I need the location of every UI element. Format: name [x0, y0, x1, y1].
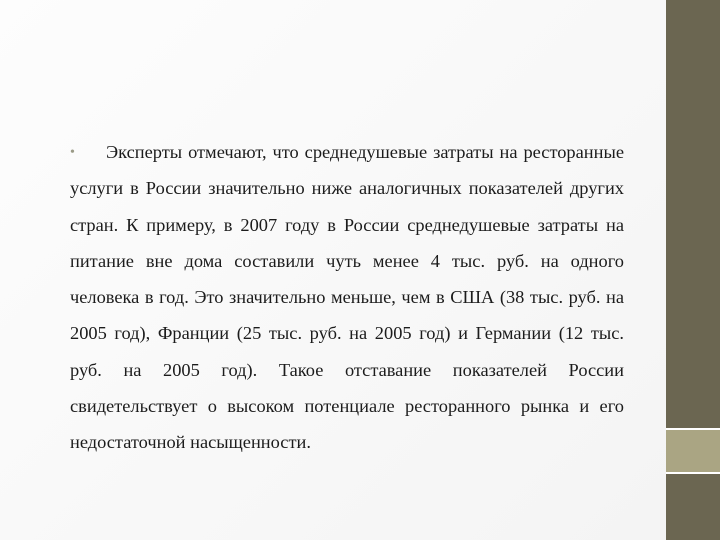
- side-bar-divider-bottom: [666, 472, 720, 474]
- decorative-side-bar-accent: [666, 430, 720, 472]
- bullet-icon: •: [70, 145, 75, 160]
- body-paragraph: Эксперты отмечают, что среднедушевые затраты на ресторанные услуги в России значительно ниже аналогичных показателей других стран. К примеру, в 2007 году в России среднедушевые затраты на питание вне дома составили чуть менее 4 тыс. руб. на одного человека в год. Это значительно меньше, чем в США (38 тыс. руб. на 2005 год), Франции (25 тыс. руб. на 2005 год) и Германии (12 тыс. руб. на 2005 год). Такое отставание показателей России свидетельствует о высоком потенциале ресторанного рынка и его недостаточной насыщенности.: [70, 142, 624, 453]
